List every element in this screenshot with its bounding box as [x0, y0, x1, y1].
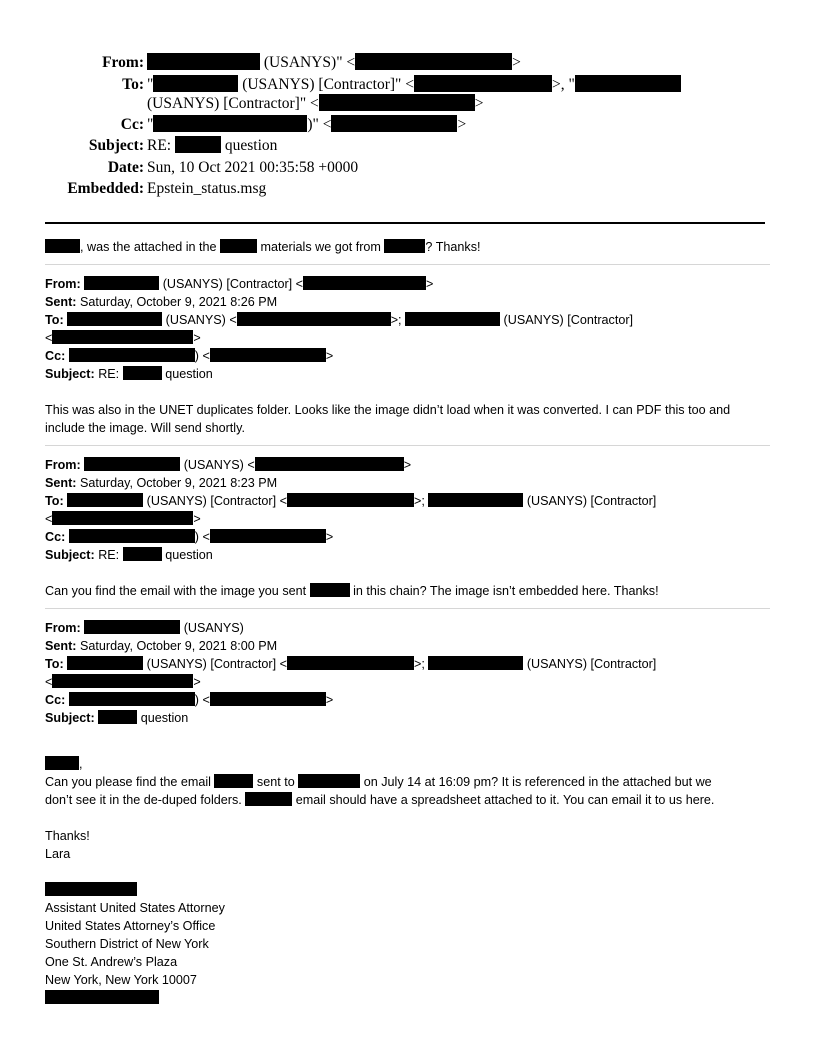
reply1-to: To: (USANYS) < >; (USANYS) [Contractor]: [45, 313, 634, 327]
redaction: [214, 774, 253, 788]
redaction: [45, 239, 80, 253]
redaction: [52, 330, 193, 344]
redaction: [355, 53, 512, 70]
redaction: [153, 75, 238, 92]
header-subject-label: Subject:: [88, 137, 144, 154]
redaction: [428, 656, 523, 670]
redaction: [310, 583, 350, 597]
redaction: [98, 710, 137, 724]
sender-name: Lara: [45, 847, 71, 861]
redaction: [123, 547, 162, 561]
redaction: [84, 276, 159, 290]
redaction: [175, 136, 221, 153]
separator: [45, 264, 770, 265]
header-to-label: To:: [122, 75, 144, 93]
redaction: [245, 792, 292, 806]
greeting: ,: [45, 755, 770, 773]
signature-line: Southern District of New York: [45, 937, 209, 951]
redaction: [298, 774, 360, 788]
email-header: [0, 52, 816, 200]
redaction: [210, 692, 326, 706]
original-body-line-1: Can you please find the email sent to on July 14 at 16:09 pm? It is referenced in the attached but we: [45, 775, 712, 789]
reply2-sent: Sent: Saturday, October 9, 2021 8:23 PM: [45, 476, 278, 490]
redaction: [153, 115, 307, 132]
redaction: [210, 348, 326, 362]
original-to: To: (USANYS) [Contractor] < >; (USANYS) [Contractor]: [45, 657, 657, 671]
header-cc-row: Cc: " )" < >: [0, 114, 816, 136]
reply2-from: From: (USANYS) < >: [45, 458, 412, 472]
header-embedded-row: [0, 178, 816, 200]
redaction: [237, 312, 391, 326]
reply1-sent: Sent: Saturday, October 9, 2021 8:26 PM: [45, 295, 278, 309]
header-from-row: From: (USANYS)" < >: [0, 52, 816, 74]
redaction: [69, 348, 195, 362]
redaction: [123, 366, 162, 380]
quoted-reply-2: From: (USANYS) < > Sent: Saturday, October 9, 2021 8:23 PM To: (USANYS) [Contractor] < >; (USANYS) [Contractor] < > Cc: ) < > Subject: RE: question Can you find the email with the image you sent in this chain? The image isn’t embedded here. Thanks!: [45, 456, 770, 600]
redaction: [287, 656, 414, 670]
redaction: [67, 312, 162, 326]
original-sent: Sent: Saturday, October 9, 2021 8:00 PM: [45, 639, 278, 653]
header-to-row: To: " (USANYS) [Contractor]" < >, " (USANYS) [Contractor]" < >: [0, 74, 816, 114]
reply2-body: Can you find the email with the image you sent in this chain? The image isn’t embedded here. Thanks!: [45, 584, 659, 598]
redaction: [69, 529, 195, 543]
signature-name: [45, 881, 770, 899]
redaction: [414, 75, 552, 92]
redaction: [45, 756, 79, 770]
redaction: [287, 493, 414, 507]
signature-block: [45, 899, 770, 989]
redaction: [575, 75, 681, 92]
redaction: [84, 620, 180, 634]
signature-contact: [45, 989, 770, 1007]
signature-line: United States Attorney’s Office: [45, 919, 216, 933]
redaction: [319, 94, 475, 111]
signature-line: Assistant United States Attorney: [45, 901, 225, 915]
redaction: [69, 692, 195, 706]
embedded-attachment-link[interactable]: Epstein_status.msg: [147, 180, 267, 197]
reply1-body: This was also in the UNET duplicates folder. Looks like the image didn’t load when it was converted. I can PDF this too and include the image. Will send shortly.: [45, 403, 731, 435]
top-message: , was the attached in the materials we got from ? Thanks!: [45, 238, 770, 256]
redaction: [52, 674, 193, 688]
redaction: [255, 457, 404, 471]
redaction: [384, 239, 425, 253]
reply1-from: From: (USANYS) [Contractor] < >: [45, 277, 434, 291]
redaction: [405, 312, 500, 326]
reply1-subject: Subject: RE: question: [45, 367, 213, 381]
header-embedded-label: Embedded:: [67, 180, 144, 197]
redaction: [147, 53, 260, 70]
redaction: [303, 276, 426, 290]
reply2-cc: Cc: ) < >: [45, 530, 334, 544]
original-from: From: (USANYS): [45, 621, 244, 635]
reply2-to: To: (USANYS) [Contractor] < >; (USANYS) [Contractor]: [45, 494, 657, 508]
signature-line: One St. Andrew’s Plaza: [45, 955, 178, 969]
email-body: [45, 238, 770, 1007]
redaction: [45, 882, 137, 896]
signature-line: New York, New York 10007: [45, 973, 197, 987]
header-date-value: Sun, 10 Oct 2021 00:35:58 +0000: [147, 158, 359, 176]
header-cc-label: Cc:: [120, 115, 144, 133]
header-divider: [45, 222, 765, 224]
header-subject-row: Subject: RE: question: [0, 135, 816, 157]
redaction: [331, 115, 457, 132]
redaction: [52, 511, 193, 525]
header-date-label: Date:: [107, 158, 144, 176]
original-cc: Cc: ) < >: [45, 693, 334, 707]
reply1-cc: Cc: ) < >: [45, 349, 334, 363]
redaction: [210, 529, 326, 543]
separator: [45, 608, 770, 609]
header-date-row: [0, 157, 816, 179]
redaction: [84, 457, 180, 471]
redaction: [220, 239, 257, 253]
thanks: Thanks!: [45, 829, 90, 843]
original-body-line-2: don’t see it in the de-duped folders. email should have a spreadsheet attached to it. You can email it to us here.: [45, 793, 715, 807]
separator: [45, 445, 770, 446]
redaction: [428, 493, 523, 507]
reply2-subject: Subject: RE: question: [45, 548, 213, 562]
quoted-reply-1: From: (USANYS) [Contractor] < > Sent: Saturday, October 9, 2021 8:26 PM To: (USANYS) < >; (USANYS) [Contractor] < > Cc: ) < > Subject: RE: question This was also in the UNET duplicates folder. Looks like the image didn’t load when it was converted. I can PDF this too and include the image. Will send shortly.: [45, 275, 770, 437]
original-message: From: (USANYS) Sent: Saturday, October 9, 2021 8:00 PM To: (USANYS) [Contractor] < >; (USANYS) [Contractor] < > Cc: ) < > Subject: question , Can you please find the email sent to on July 14 at 16:09 pm? It is referenced in the attached but we don’t see it in the de-duped folders. email should have a spreadsheet attached to it. You can email it to us here. Thanks! Lara Assistant United States Attorney United States Attorney’s Office Southern District of New York One St. Andrew’s Plaza New York, New York 10007: [45, 619, 770, 1007]
header-from-label: From:: [102, 54, 144, 71]
redaction: [45, 990, 159, 1004]
header-from-text: (USANYS)" <: [263, 54, 356, 71]
redaction: [67, 493, 143, 507]
original-subject: Subject: question: [45, 711, 189, 725]
redaction: [67, 656, 143, 670]
